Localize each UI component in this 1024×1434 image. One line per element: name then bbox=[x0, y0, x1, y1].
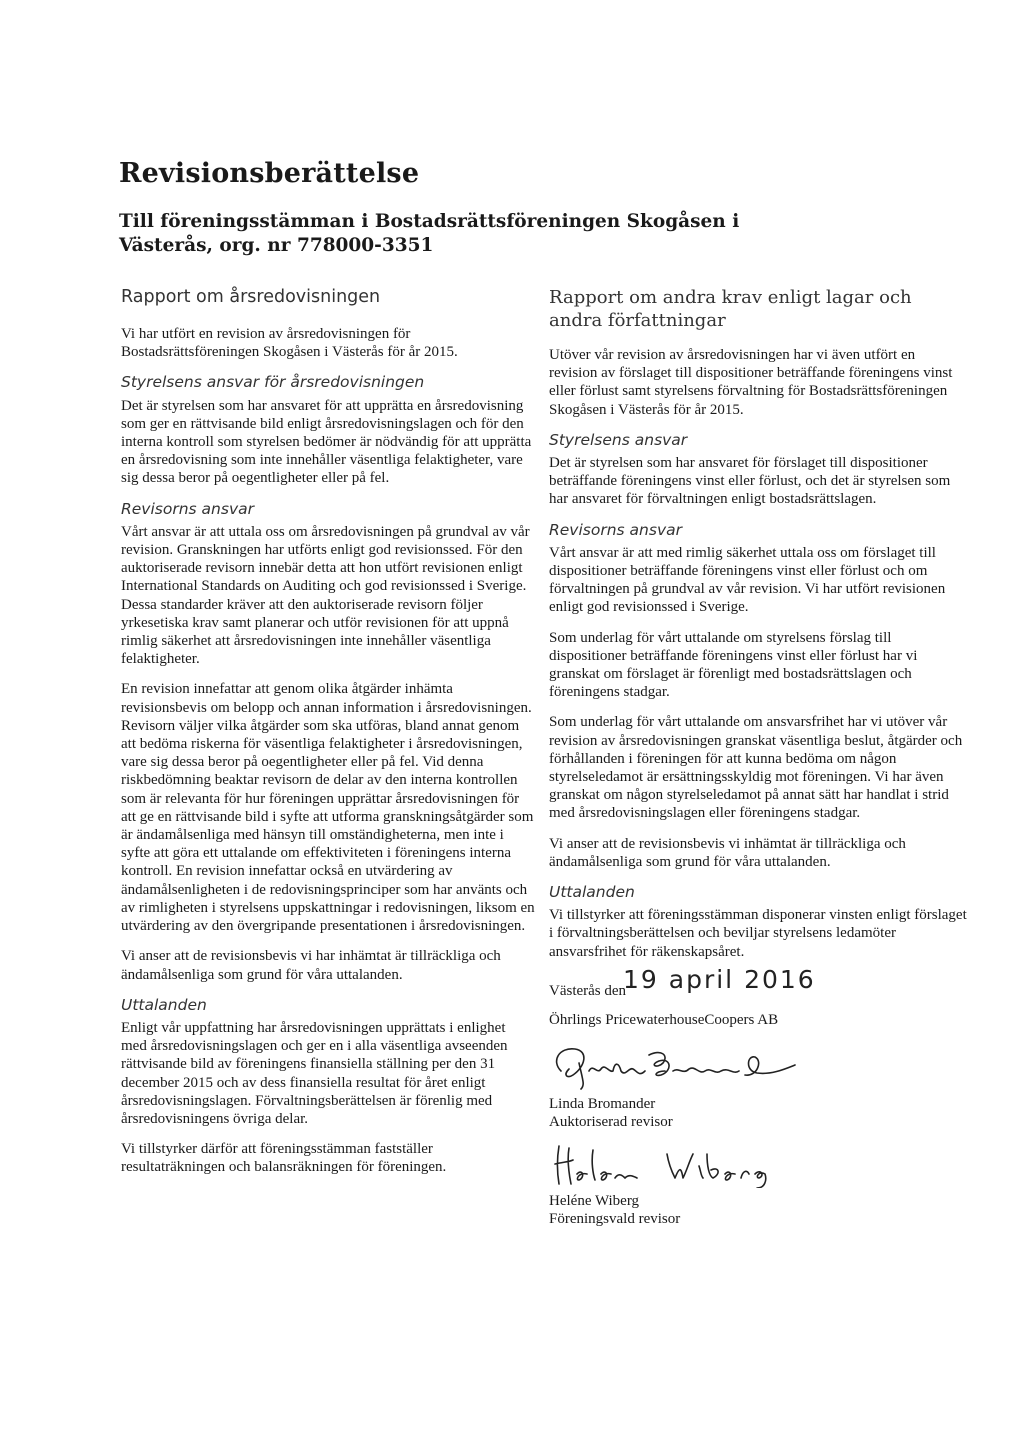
left-intro-paragraph: Vi har utfört en revision av årsredovisningen för Bostadsrättsföreningen Skogåsen i Västerås för år 2015. bbox=[121, 326, 458, 361]
audit-firm-name: Öhrlings PricewaterhouseCoopers AB bbox=[549, 1011, 779, 1028]
right-column bbox=[549, 286, 967, 1240]
right-subheading-opinions: Uttalanden bbox=[549, 883, 635, 902]
section-heading-annual-report: Rapport om årsredovisningen bbox=[121, 287, 381, 307]
right-paragraph-6: Vi tillstyrker att föreningsstämman disponerar vinsten enligt förslaget i förvaltningsberättelsen och beviljar styrelsens ledamöter ansvarsfrihet för räkenskapsåret. bbox=[549, 907, 967, 960]
right-paragraph-3: Som underlag för vårt uttalande om styrelsens förslag till dispositioner beträffande föreningens vinst eller förlust har vi granskat om förslaget är förenligt med bostadsrättslagen och föreningens stadgar. bbox=[549, 629, 918, 701]
left-paragraph-2: Vårt ansvar är att uttala oss om årsredovisningen på grundval av vår revision. Granskningen har utförts enligt god revisionssed. För den auktoriserade revisorn innebär detta att hon utfört revisionen enligt International Standards on Auditing och god revisionssed i Sverige. Dessa standarder kräver att den auktoriserade revisorn följer yrkesetiska krav samt planerar och utför revisionen för att uppnå rimlig säkerhet att årsredovisningen inte innehåller väsentliga felaktigheter. bbox=[121, 523, 530, 668]
left-paragraph-3: En revision innefattar att genom olika åtgärder inhämta revisionsbevis om belopp och annan information i årsredovisningen. Revisorn väljer vilka åtgärder som ska utföras, bland annat genom att bedöma riskerna för väsentliga felaktigheter i årsredovisningen, vare sig dessa beror på oegentligheter eller på fel. Vid denna riskbedömning beaktar revisorn de delar av den interna kontrollen som är relevanta för hur föreningen upprättar årsredovisningen för att ge en rättvisande bild i syfte att utforma granskningsåtgärder som är ändamålsenliga med hänsyn till omständigheterna, men inte i syfte att göra ett uttalande om effektiviteten i föreningens interna kontroll. En revision innefattar också en utvärdering av ändamålsenligheten i de redovisningsprinciper som har använts och av rimligheten i styrelsens uppskattningar i redovisningen, liksom en utvärdering av den övergripande presentationen i årsredovisningen. bbox=[121, 681, 535, 935]
document-subtitle: Till föreningsstämman i Bostadsrättsföreningen Skogåsen i Västerås, org. nr 778000-3351 bbox=[119, 211, 740, 256]
signer-2-title: Föreningsvald revisor bbox=[549, 1210, 681, 1227]
signature-linda-bromander bbox=[549, 1041, 839, 1091]
signature-helene-wiberg bbox=[549, 1144, 779, 1188]
right-subheading-board-responsibility: Styrelsens ansvar bbox=[549, 430, 688, 449]
left-subheading-board-responsibility: Styrelsens ansvar för årsredovisningen bbox=[121, 373, 425, 392]
left-paragraph-4: Vi anser att de revisionsbevis vi har inhämtat är tillräckliga och ändamålsenliga som grund för våra uttalanden. bbox=[121, 948, 501, 983]
signer-2-name: Heléne Wiberg bbox=[549, 1192, 640, 1209]
left-paragraph-1: Det är styrelsen som har ansvaret för att upprätta en årsredovisning som ger en rättvisande bild enligt årsredovisningslagen och för den interna kontroll som styrelsen bedömer är nödvändig för att upprätta en årsredovisning som inte innehåller väsentliga felaktigheter, vare sig dessa beror på oegentligheter eller på fel. bbox=[121, 397, 532, 487]
left-subheading-opinions: Uttalanden bbox=[121, 995, 207, 1014]
signer-1-name: Linda Bromander bbox=[549, 1096, 656, 1113]
right-subheading-auditor-responsibility: Revisorns ansvar bbox=[549, 520, 682, 539]
handwritten-date: 19 april 2016 bbox=[623, 964, 816, 994]
left-paragraph-5: Enligt vår uppfattning har årsredovisningen upprättats i enlighet med årsredovisningslagen och ger en i alla väsentliga avseenden rättvisande bild av föreningens finansiella ställning per den 31 december 2015 och av dess finansiella resultat för året enligt årsredovisningslagen. Förvaltningsberättelsen är förenlig med årsredovisningens övriga delar. bbox=[121, 1019, 508, 1127]
right-paragraph-1: Det är styrelsen som har ansvaret för förslaget till dispositioner beträffande föreningens vinst eller förlust, och det är styrelsen som har ansvaret för förvaltningen enligt bostadsrättslagen. bbox=[549, 455, 951, 508]
right-paragraph-5: Vi anser att de revisionsbevis vi inhämtat är tillräckliga och ändamålsenliga som grund för våra uttalanden. bbox=[549, 835, 906, 870]
left-column bbox=[121, 286, 535, 1189]
document-title: Revisionsberättelse bbox=[119, 158, 420, 189]
right-intro-paragraph: Utöver vår revision av årsredovisningen har vi även utfört en revision av förslaget till dispositioner beträffande föreningens vinst eller förlust samt styrelsens förvaltning för Bostadsrättsföreningen Skogåsen i Västerås för år 2015. bbox=[549, 347, 953, 418]
signing-date-line bbox=[549, 964, 967, 1007]
left-subheading-auditor-responsibility: Revisorns ansvar bbox=[121, 499, 254, 518]
left-paragraph-6: Vi tillstyrker därför att föreningsstämman fastställer resultaträkningen och balansräkningen för föreningen. bbox=[121, 1141, 447, 1176]
signer-1-title: Auktoriserad revisor bbox=[549, 1114, 673, 1131]
right-paragraph-4: Som underlag för vårt uttalande om ansvarsfrihet har vi utöver vår revision av årsredovisningen granskat väsentliga beslut, åtgärder och förhållanden i föreningen för att kunna bedöma om någon styrelseledamot är ersättningsskyldig mot föreningen. Vi har även granskat om någon styrelseledamot på annat sätt har handlat i strid med årsredovisningslagen eller föreningens stadgar. bbox=[549, 714, 963, 822]
date-label: Västerås den bbox=[549, 982, 627, 999]
section-heading-other-requirements: Rapport om andra krav enligt lagar och andra författningar bbox=[549, 287, 912, 331]
right-paragraph-2: Vårt ansvar är att med rimlig säkerhet uttala oss om förslaget till dispositioner beträffande föreningens vinst eller förlust och om förvaltningen på grundval av vår revision. Vi har utfört revisionen enligt god revisionssed i Sverige. bbox=[549, 544, 946, 616]
